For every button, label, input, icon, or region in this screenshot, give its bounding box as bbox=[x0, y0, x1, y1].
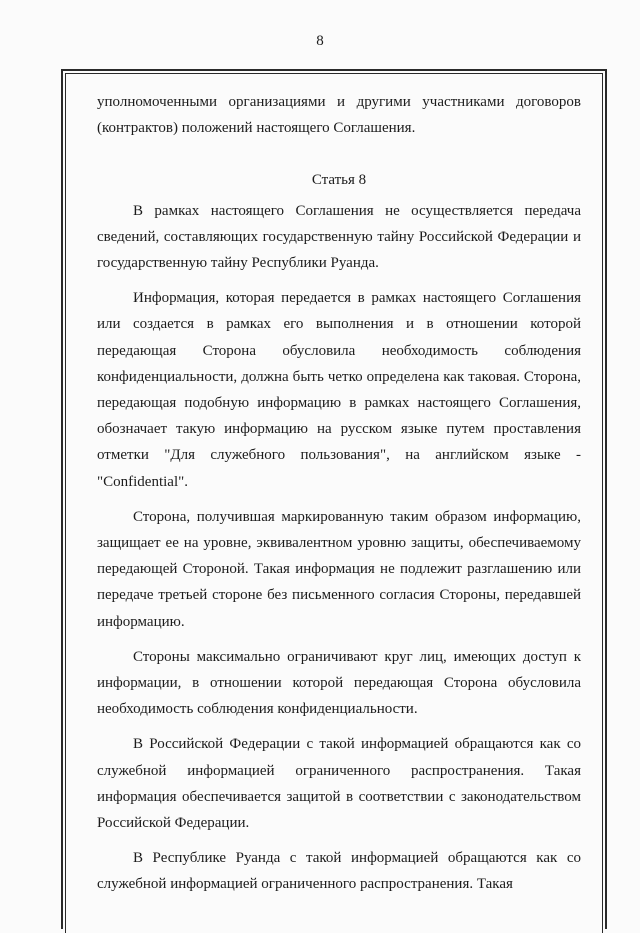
paragraph-1: В рамках настоящего Соглашения не осуществляется передача сведений, составляющих государственную тайну Российской Федерации и государственную тайну Республики Руанда. bbox=[97, 202, 581, 272]
paragraph-5: В Российской Федерации с такой информацией обращаются как со служебной информацией ограниченного распространения. Такая информация обеспечивается защитой в соответствии с законодательством Российской Федерации. bbox=[97, 736, 581, 832]
paragraph-3: Сторона, получившая маркированную таким образом информацию, защищает ее на уровне, эквивалентном уровню защиты, обеспечиваемому передающей Стороной. Такая информация не подлежит разглашению или передаче третьей стороне без письменного согласия Стороны, передавшей информацию. bbox=[97, 508, 581, 630]
document-body bbox=[97, 89, 581, 907]
paragraph-6: В Республике Руанда с такой информацией обращаются как со служебной информацией ограниченного распространения. Такая bbox=[97, 850, 581, 893]
article-title: Статья 8 bbox=[311, 172, 367, 189]
paragraph-2: Информация, которая передается в рамках настоящего Соглашения или создается в рамках его выполнения и в отношении которой передающая Сторона обусловила необходимость соблюдения конфиденциальности, должна быть четко определена как таковая. Сторона, передающая подобную информацию в рамках настоящего Соглашения, обозначает такую информацию на русском языке путем проставления отметки "Для служебного пользования", на английском языке -"Confidential". bbox=[97, 290, 581, 490]
page-number: 8 bbox=[316, 33, 324, 49]
paragraph-4: Стороны максимально ограничивают круг лиц, имеющих доступ к информации, в отношении которой передающая Сторона обусловила необходимость соблюдения конфиденциальности. bbox=[97, 648, 581, 718]
continued-paragraph: уполномоченными организациями и другими участниками договоров (контрактов) положений настоящего Соглашения. bbox=[97, 94, 581, 137]
